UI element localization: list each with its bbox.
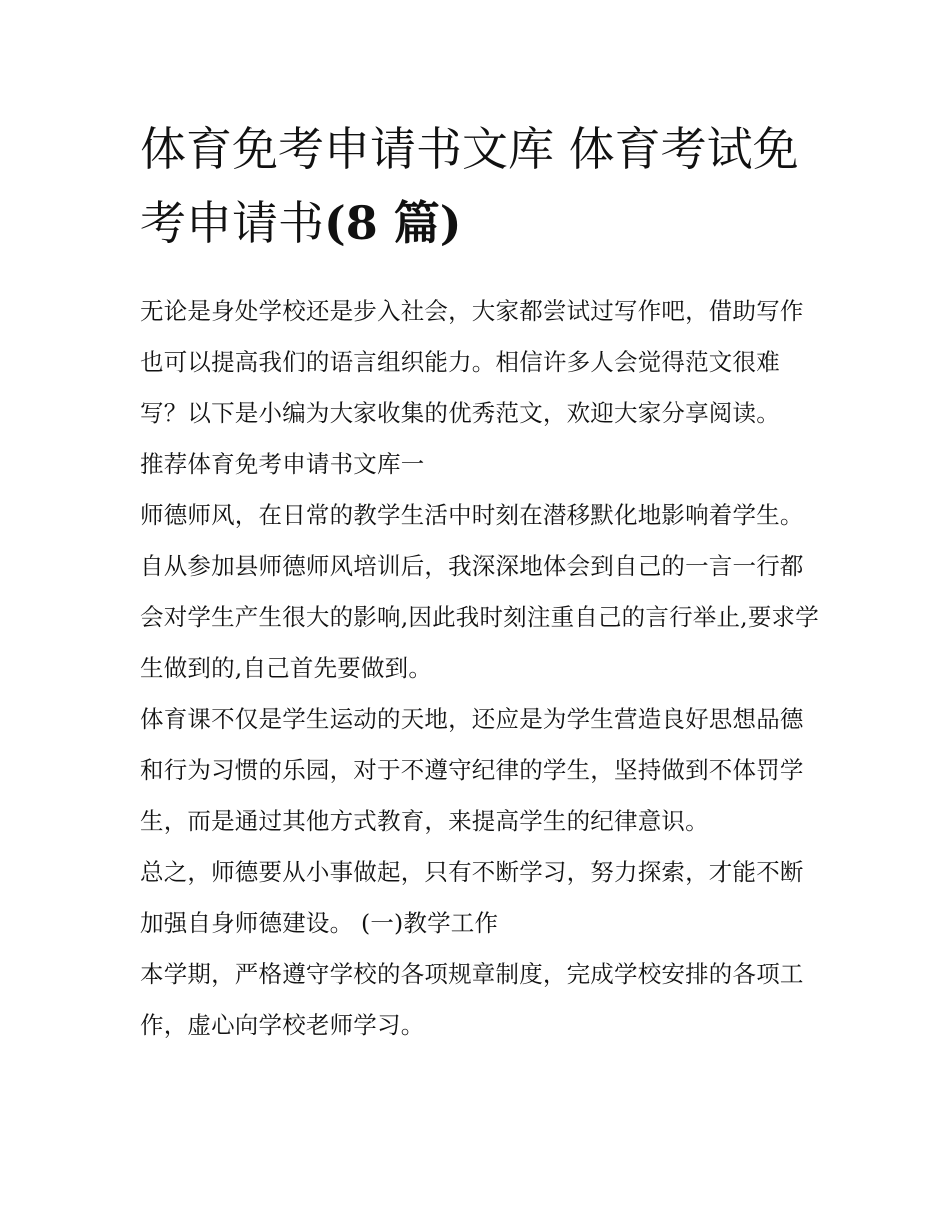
body-paragraph-1: 师德师风，在日常的教学生活中时刻在潜移默化地影响着学生。自从参加县师德师风培训后，我深深地体会到自己的一言一行都会对学生产生很大的影响,因此我时刻注重自己的言行举止,要求学生做到的,自己首先要做到。 <box>140 501 819 682</box>
title-count: (8 篇) <box>324 196 462 250</box>
document-body <box>140 112 820 1051</box>
intro-paragraph: 无论是身处学校还是步入社会，大家都尝试过写作吧，借助写作也可以提高我们的语言组织能力。相信许多人会觉得范文很难写？以下是小编为大家收集的优秀范文，欢迎大家分享阅读。 <box>140 297 804 427</box>
section-heading: 推荐体育免考申请书文库一 <box>140 450 425 478</box>
title-main: 体育免考申请书文库 体育考试免考申请书 <box>140 122 799 250</box>
body-paragraph-3: 总之，师德要从小事做起，只有不断学习，努力探索，才能不断加强自身师德建设。 (一)教学工作 <box>140 858 804 937</box>
body-paragraph-2: 体育课不仅是学生运动的天地，还应是为学生营造良好思想品德和行为习惯的乐园，对于不遵守纪律的学生，坚持做到不体罚学生，而是通过其他方式教育，来提高学生的纪律意识。 <box>140 705 804 835</box>
body-paragraph-4: 本学期，严格遵守学校的各项规章制度，完成学校安排的各项工作，虚心向学校老师学习。 <box>140 960 804 1039</box>
document-title <box>140 112 820 260</box>
